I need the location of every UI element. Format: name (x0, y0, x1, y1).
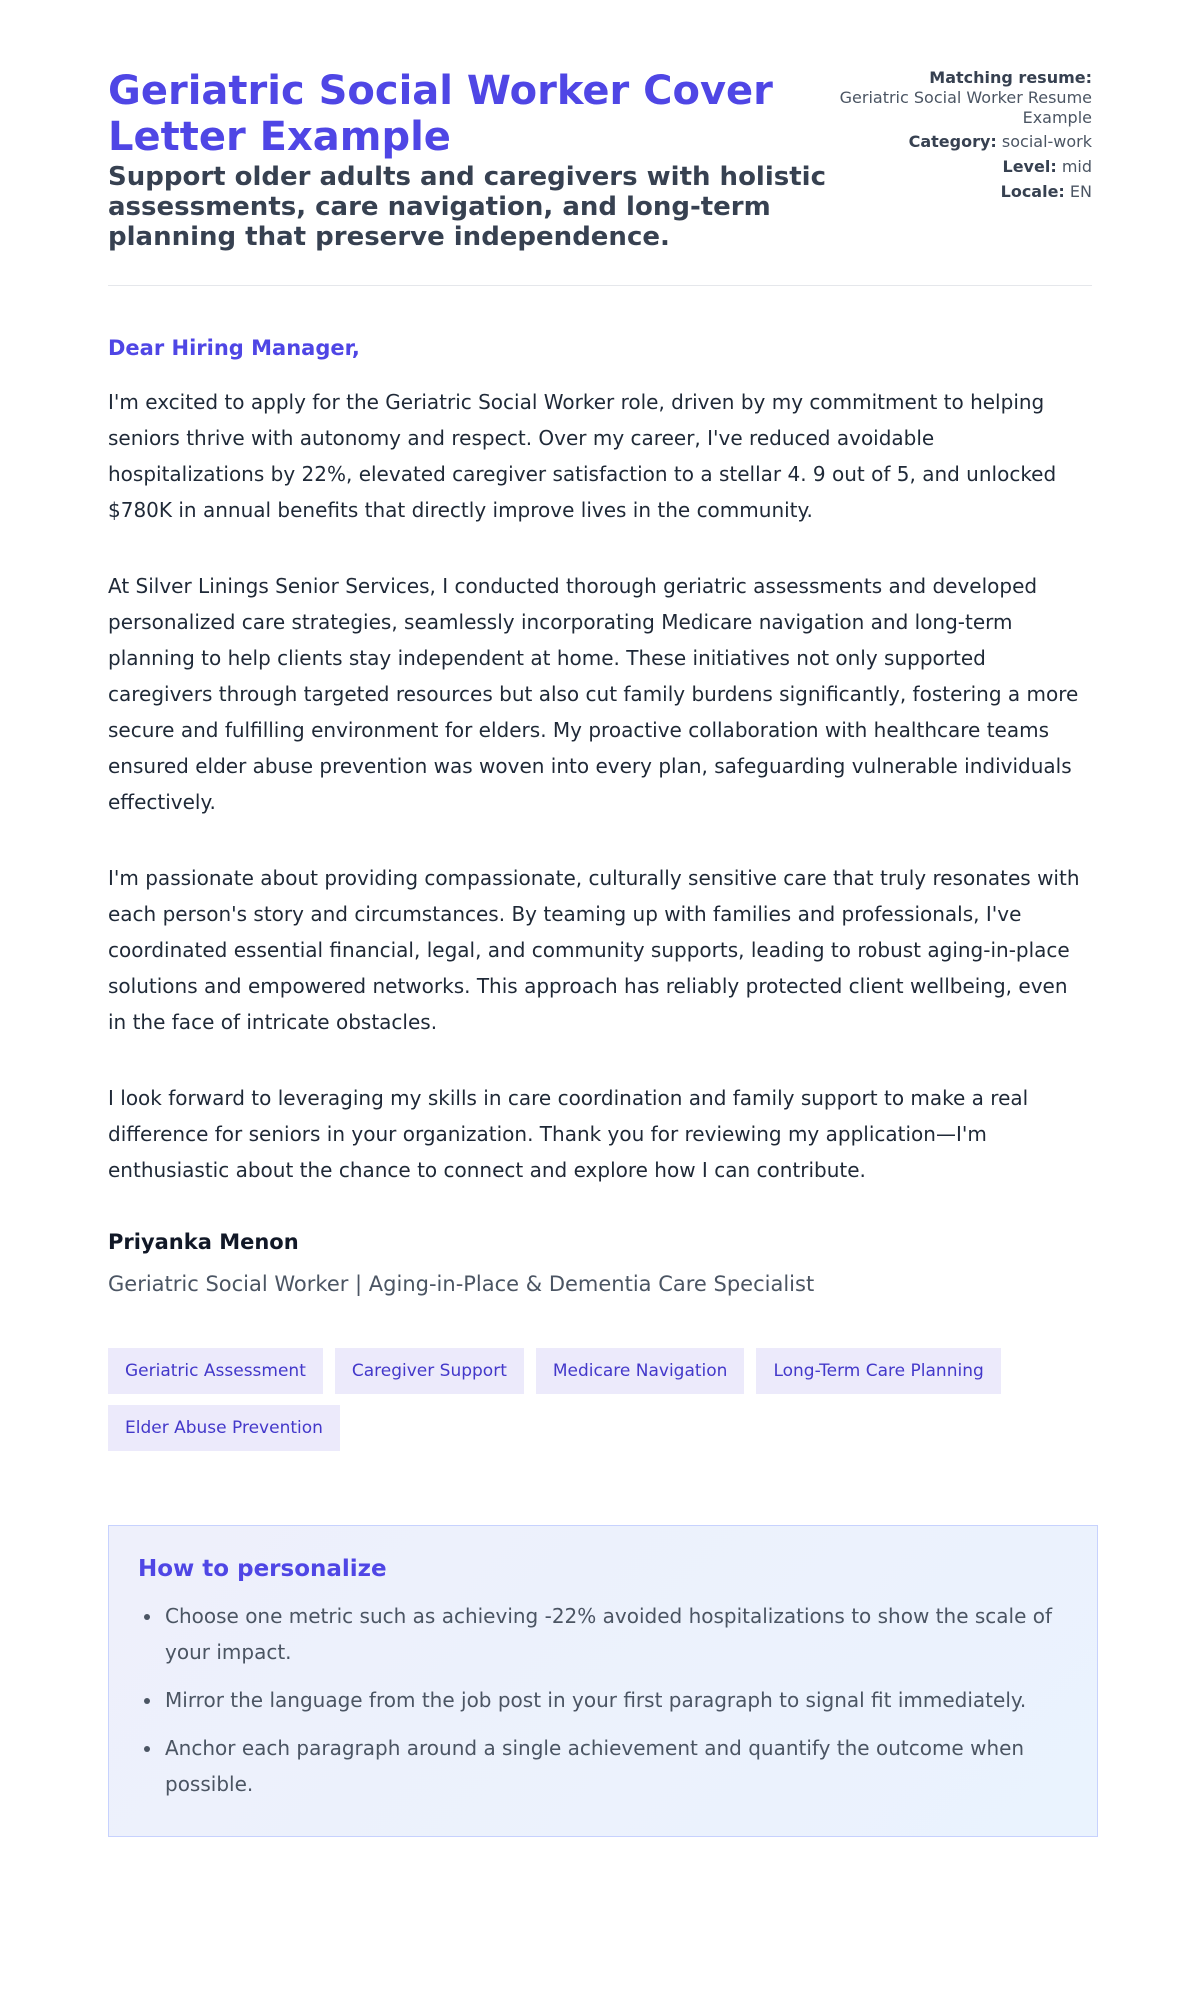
personalize-tips-box (108, 1525, 1098, 1837)
skill-tag: Geriatric Assessment (108, 1348, 323, 1394)
letter-paragraph: I look forward to leveraging my skills in care coordination and family support to make a real difference for seniors in your organization. Thank you for reviewing my application—I'm enthusiastic about the chance to connect and explore how I can contribute. (108, 1086, 1029, 1182)
signature-title: Geriatric Social Worker | Aging-in-Place & Dementia Care Specialist (108, 1272, 815, 1296)
tip-item: • Anchor each paragraph around a single achievement and quantify the outcome when possible. (163, 1730, 1067, 1802)
meta-matching-resume-label: Matching resume: (929, 68, 1092, 87)
meta-matching-resume-value[interactable]: Geriatric Social Worker Resume Example (839, 88, 1092, 127)
meta-category-value: social-work (1001, 132, 1092, 151)
tips-heading: How to personalize (138, 1556, 387, 1582)
meta-level (832, 157, 1092, 177)
page-title: Geriatric Social Worker Cover Letter Example (108, 68, 773, 160)
skill-tag: Long-Term Care Planning (756, 1348, 1000, 1394)
skill-tags (108, 1348, 1098, 1451)
tips-list (138, 1598, 1067, 1802)
meta-category (832, 132, 1092, 152)
meta-panel (832, 68, 1092, 207)
letter-paragraph: At Silver Linings Senior Services, I conducted thorough geriatric assessments and developed personalized care strategies, seamlessly incorporating Medicare navigation and long-term planning to help clients stay independent at home. These initiatives not only supported caregivers through targeted resources but also cut family burdens significantly, fostering a more secure and fulfilling environment for elders. My proactive collaboration with healthcare teams ensured elder abuse prevention was woven into every plan, safeguarding vulnerable individuals effectively. (108, 574, 1079, 814)
tip-item: • Mirror the language from the job post in your first paragraph to signal fit immediately. (163, 1682, 1067, 1718)
skill-tag: Elder Abuse Prevention (108, 1405, 340, 1451)
tip-item: • Choose one metric such as achieving -22% avoided hospitalizations to show the scale of your impact. (163, 1598, 1067, 1670)
meta-locale-value: EN (1069, 182, 1092, 201)
letter-paragraph: I'm passionate about providing compassionate, culturally sensitive care that truly resonates with each person's story and circumstances. By teaming up with families and professionals, I've coordinated essential financial, legal, and community supports, leading to robust aging-in-place solutions and empowered networks. This approach has reliably protected client wellbeing, even in the face of intricate obstacles. (108, 866, 1080, 1034)
letter-body (108, 384, 1092, 1188)
signature-name: Priyanka Menon (108, 1230, 299, 1254)
header-divider (108, 285, 1092, 286)
meta-matching-resume (832, 68, 1092, 128)
meta-locale (832, 182, 1092, 202)
letter-greeting: Dear Hiring Manager, (108, 336, 360, 360)
meta-level-value: mid (1061, 157, 1092, 176)
letter-paragraph: I'm excited to apply for the Geriatric Social Worker role, driven by my commitment to helping seniors thrive with autonomy and respect. Over my career, I've reduced avoidable hospitalizations by 22%, elevated caregiver satisfaction to a stellar 4. 9 out of 5, and unlocked $780K in annual benefits that directly improve lives in the community. (108, 390, 1057, 522)
meta-level-label: Level: (1002, 157, 1057, 176)
page-subtitle: Support older adults and caregivers with holistic assessments, care navigation, and long-term planning that preserve independence. (108, 162, 826, 252)
meta-category-label: Category: (908, 132, 997, 151)
skill-tag: Caregiver Support (335, 1348, 524, 1394)
skill-tag: Medicare Navigation (536, 1348, 745, 1394)
page-header (108, 0, 1092, 252)
meta-locale-label: Locale: (1000, 182, 1065, 201)
